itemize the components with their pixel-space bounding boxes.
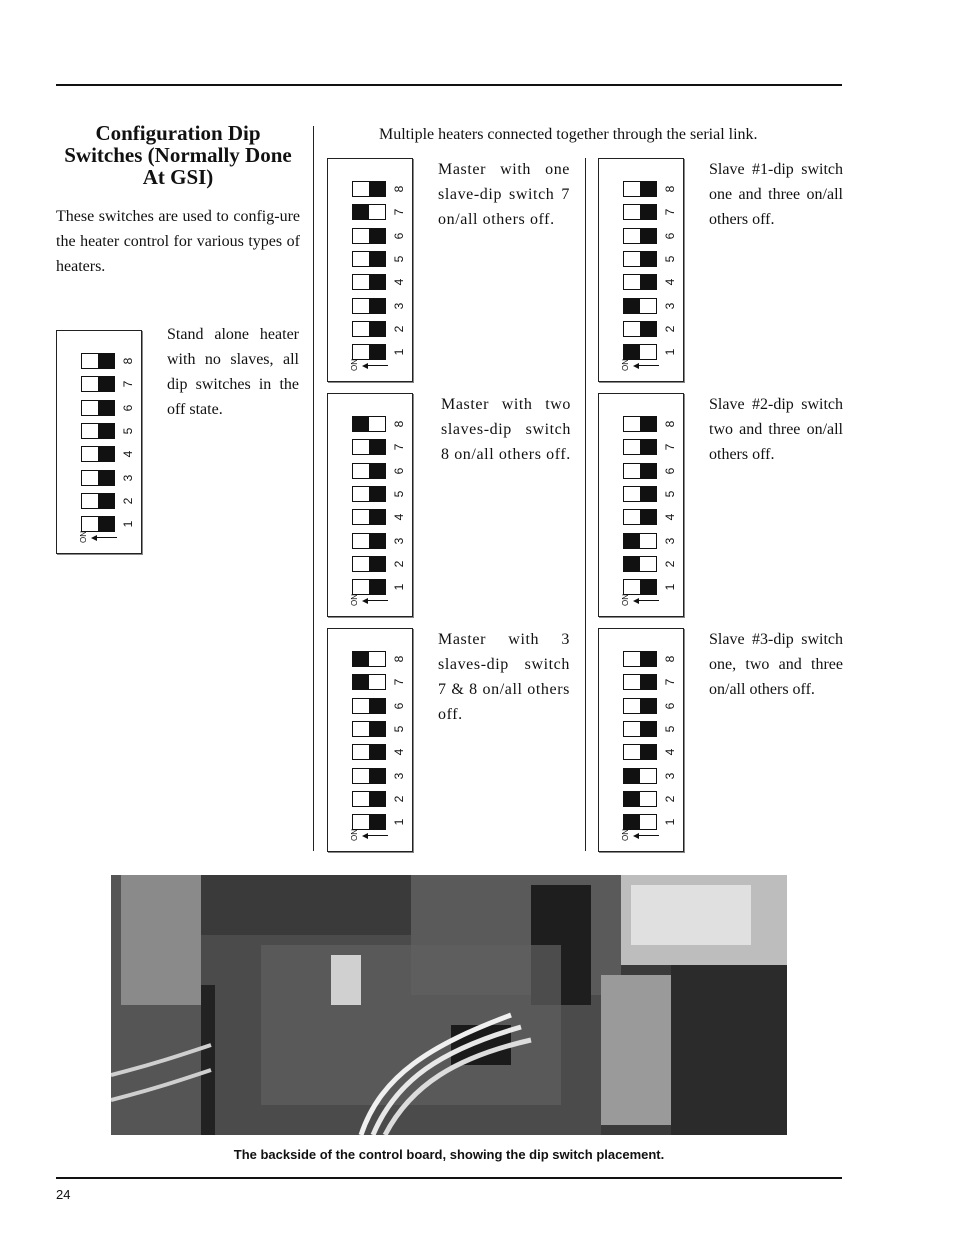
dip-switch-number: 6 bbox=[663, 467, 677, 474]
dip-switch-number: 2 bbox=[392, 795, 406, 803]
dip-switch-knob bbox=[640, 487, 656, 501]
dip-switch-number: 2 bbox=[121, 497, 135, 505]
dip-switch-5 bbox=[623, 721, 677, 737]
dip-switch-toggle bbox=[352, 486, 386, 502]
dip-switch-number: 3 bbox=[663, 302, 677, 309]
section-heading: Configuration Dip Switches (Normally Done At GSI) bbox=[64, 121, 292, 189]
dip-switch-knob bbox=[369, 510, 385, 524]
dip-switch-knob bbox=[369, 229, 385, 243]
dip-switch-knob bbox=[640, 652, 656, 666]
description-master-3: Master with 3 slaves-dip switch 7 & 8 on/all others off. bbox=[438, 631, 570, 723]
dip-switch-7 bbox=[352, 674, 406, 690]
dip-switch-7 bbox=[623, 439, 677, 455]
dip-switch-toggle bbox=[352, 416, 386, 432]
dip-switch-toggle bbox=[352, 181, 386, 197]
dip-switch-3 bbox=[623, 298, 677, 314]
dip-switch-toggle bbox=[623, 744, 657, 760]
dip-switch-knob bbox=[353, 652, 369, 666]
dip-switch-toggle bbox=[623, 533, 657, 549]
dip-switch-knob bbox=[353, 417, 369, 431]
on-arrow-line bbox=[637, 365, 659, 366]
dip-switch-toggle bbox=[81, 446, 115, 462]
dip-switch-8 bbox=[352, 181, 406, 197]
dip-switch-7 bbox=[81, 376, 135, 392]
dip-switch-toggle bbox=[623, 556, 657, 572]
dip-switch-number: 7 bbox=[121, 380, 135, 388]
dip-switch-7 bbox=[623, 204, 677, 220]
on-arrow-icon bbox=[362, 598, 368, 604]
on-label: ON bbox=[621, 359, 630, 371]
dip-switch-toggle bbox=[352, 651, 386, 667]
dip-switch-7 bbox=[352, 439, 406, 455]
dip-switch-4 bbox=[352, 274, 406, 290]
dip-switch-toggle bbox=[623, 509, 657, 525]
dip-switch-number: 8 bbox=[392, 185, 406, 193]
dip-switch-toggle bbox=[623, 251, 657, 267]
dip-switch-knob bbox=[369, 440, 385, 454]
dip-switch-3 bbox=[352, 298, 406, 314]
dip-switch-toggle bbox=[623, 439, 657, 455]
dip-switch-5 bbox=[81, 423, 135, 439]
dip-switch-number: 2 bbox=[392, 560, 406, 568]
dip-switch-toggle bbox=[352, 674, 386, 690]
dip-switch-toggle bbox=[81, 470, 115, 486]
dip-diagram-slave-1 bbox=[598, 158, 684, 382]
dip-switch-number: 6 bbox=[392, 232, 406, 239]
dip-switch-4 bbox=[623, 274, 677, 290]
dip-switch-8 bbox=[352, 416, 406, 432]
dip-switch-knob bbox=[98, 517, 114, 531]
dip-switch-knob bbox=[640, 440, 656, 454]
dip-switch-number: 4 bbox=[392, 748, 406, 756]
dip-switch-number: 4 bbox=[663, 513, 677, 521]
dip-switch-8 bbox=[352, 651, 406, 667]
dip-switch-8 bbox=[623, 416, 677, 432]
dip-switch-2 bbox=[352, 321, 406, 337]
dip-diagram-master-2 bbox=[327, 393, 413, 617]
dip-switch-2 bbox=[623, 556, 677, 572]
dip-switch-toggle bbox=[352, 556, 386, 572]
dip-switch-knob bbox=[369, 299, 385, 313]
control-board-photo bbox=[111, 875, 787, 1135]
dip-switch-toggle bbox=[623, 486, 657, 502]
dip-switch-number: 2 bbox=[663, 795, 677, 803]
dip-switch-number: 1 bbox=[392, 818, 406, 826]
dip-switch-toggle bbox=[623, 416, 657, 432]
dip-switch-knob bbox=[624, 815, 640, 829]
on-arrow-icon bbox=[633, 598, 639, 604]
dip-switch-4 bbox=[623, 744, 677, 760]
dip-switch-knob bbox=[369, 815, 385, 829]
dip-switch-toggle bbox=[623, 791, 657, 807]
dip-switch-number: 6 bbox=[392, 467, 406, 474]
dip-switch-number: 6 bbox=[663, 232, 677, 239]
dip-switch-number: 7 bbox=[663, 443, 677, 451]
dip-switch-knob bbox=[640, 722, 656, 736]
dip-switch-number: 2 bbox=[392, 325, 406, 333]
dip-switch-number: 5 bbox=[392, 255, 406, 263]
dip-switch-toggle bbox=[81, 376, 115, 392]
dip-diagram-master-1 bbox=[327, 158, 413, 382]
dip-diagram-master-3 bbox=[327, 628, 413, 852]
top-rule bbox=[56, 84, 842, 86]
dip-diagram-standalone bbox=[56, 330, 142, 554]
dip-switch-knob bbox=[353, 675, 369, 689]
dip-switch-3 bbox=[81, 470, 135, 486]
on-arrow-line bbox=[95, 537, 117, 538]
dip-switch-6 bbox=[623, 228, 677, 244]
dip-switch-number: 6 bbox=[663, 702, 677, 709]
dip-switch-knob bbox=[369, 345, 385, 359]
on-arrow-icon bbox=[633, 363, 639, 369]
dip-switch-8 bbox=[81, 353, 135, 369]
dip-switch-knob bbox=[624, 769, 640, 783]
dip-switch-knob bbox=[624, 534, 640, 548]
dip-switch-number: 7 bbox=[392, 443, 406, 451]
dip-switch-3 bbox=[352, 533, 406, 549]
dip-switch-toggle bbox=[352, 721, 386, 737]
on-arrow-line bbox=[637, 835, 659, 836]
dip-switch-2 bbox=[352, 556, 406, 572]
dip-switch-knob bbox=[640, 510, 656, 524]
dip-switch-toggle bbox=[81, 400, 115, 416]
dip-switch-number: 3 bbox=[392, 302, 406, 309]
dip-switch-6 bbox=[623, 698, 677, 714]
dip-switch-toggle bbox=[623, 274, 657, 290]
on-label: ON bbox=[621, 594, 630, 606]
photo-caption: The backside of the control board, showing the dip switch placement. bbox=[233, 1147, 665, 1162]
on-arrow-line bbox=[637, 600, 659, 601]
dip-switch-knob bbox=[369, 182, 385, 196]
dip-switch-number: 3 bbox=[392, 772, 406, 779]
dip-switch-number: 5 bbox=[663, 490, 677, 498]
dip-switch-knob bbox=[624, 299, 640, 313]
dip-switch-toggle bbox=[81, 493, 115, 509]
on-label: ON bbox=[350, 359, 359, 371]
dip-switch-knob bbox=[369, 792, 385, 806]
dip-switch-knob bbox=[640, 464, 656, 478]
dip-switch-2 bbox=[623, 791, 677, 807]
dip-switch-toggle bbox=[352, 533, 386, 549]
dip-switch-6 bbox=[352, 228, 406, 244]
dip-switch-4 bbox=[352, 509, 406, 525]
dip-switch-2 bbox=[623, 321, 677, 337]
dip-switch-number: 7 bbox=[663, 678, 677, 686]
dip-switch-knob bbox=[624, 557, 640, 571]
dip-diagram-slave-2 bbox=[598, 393, 684, 617]
dip-switch-number: 7 bbox=[663, 208, 677, 216]
dip-switch-4 bbox=[81, 446, 135, 462]
dip-switch-knob bbox=[624, 792, 640, 806]
dip-switch-4 bbox=[623, 509, 677, 525]
on-label: ON bbox=[621, 829, 630, 841]
dip-switch-number: 7 bbox=[392, 208, 406, 216]
dip-switch-6 bbox=[81, 400, 135, 416]
dip-switch-toggle bbox=[81, 423, 115, 439]
dip-switch-knob bbox=[369, 557, 385, 571]
dip-switch-toggle bbox=[352, 791, 386, 807]
dip-switch-toggle bbox=[623, 721, 657, 737]
dip-switch-toggle bbox=[623, 228, 657, 244]
dip-switch-number: 8 bbox=[121, 357, 135, 365]
dip-switch-number: 1 bbox=[121, 520, 135, 528]
dip-switch-knob bbox=[98, 354, 114, 368]
on-arrow-icon bbox=[362, 833, 368, 839]
dip-switch-knob bbox=[369, 487, 385, 501]
dip-switch-knob bbox=[640, 205, 656, 219]
dip-switch-toggle bbox=[352, 321, 386, 337]
dip-switch-toggle bbox=[352, 463, 386, 479]
dip-switch-number: 1 bbox=[663, 583, 677, 591]
dip-switch-number: 8 bbox=[663, 420, 677, 428]
dip-switch-knob bbox=[369, 322, 385, 336]
dip-switch-number: 2 bbox=[663, 325, 677, 333]
dip-switch-5 bbox=[623, 486, 677, 502]
dip-switch-number: 8 bbox=[663, 185, 677, 193]
dip-switch-3 bbox=[352, 768, 406, 784]
dip-switch-toggle bbox=[623, 298, 657, 314]
description-standalone: Stand alone heater with no slaves, all dip switches in the off state. bbox=[167, 326, 299, 418]
dip-switch-knob bbox=[640, 417, 656, 431]
dip-switch-number: 4 bbox=[663, 748, 677, 756]
dip-switch-toggle bbox=[352, 439, 386, 455]
dip-switch-3 bbox=[623, 533, 677, 549]
dip-switch-5 bbox=[352, 721, 406, 737]
dip-switch-number: 3 bbox=[392, 537, 406, 544]
dip-switch-number: 1 bbox=[392, 348, 406, 356]
description-slave-1: Slave #1-dip switch one and three on/all others off. bbox=[709, 161, 843, 228]
dip-switch-number: 3 bbox=[663, 537, 677, 544]
dip-switch-knob bbox=[369, 275, 385, 289]
on-arrow-icon bbox=[362, 363, 368, 369]
dip-switch-3 bbox=[623, 768, 677, 784]
on-arrow-line bbox=[366, 600, 388, 601]
on-arrow-icon bbox=[91, 535, 97, 541]
on-label: ON bbox=[350, 829, 359, 841]
dip-switch-2 bbox=[352, 791, 406, 807]
dip-switch-number: 7 bbox=[392, 678, 406, 686]
dip-switch-4 bbox=[352, 744, 406, 760]
dip-switch-knob bbox=[98, 424, 114, 438]
dip-switch-toggle bbox=[623, 463, 657, 479]
description-master-2: Master with two slaves-dip switch 8 on/all others off. bbox=[441, 396, 571, 463]
on-arrow-line bbox=[366, 835, 388, 836]
dip-switch-toggle bbox=[352, 228, 386, 244]
dip-switch-toggle bbox=[352, 251, 386, 267]
column-divider bbox=[313, 126, 314, 851]
on-label: ON bbox=[79, 531, 88, 543]
dip-switch-knob bbox=[369, 722, 385, 736]
dip-switch-number: 8 bbox=[663, 655, 677, 663]
dip-switch-toggle bbox=[623, 651, 657, 667]
dip-switch-knob bbox=[98, 377, 114, 391]
description-master-1: Master with one slave-dip switch 7 on/all others off. bbox=[438, 161, 570, 228]
dip-switch-knob bbox=[98, 494, 114, 508]
dip-switch-7 bbox=[352, 204, 406, 220]
dip-switch-number: 5 bbox=[121, 427, 135, 435]
dip-switch-5 bbox=[352, 251, 406, 267]
bottom-rule bbox=[56, 1177, 842, 1179]
dip-switch-number: 4 bbox=[663, 278, 677, 286]
dip-switch-knob bbox=[369, 580, 385, 594]
dip-switch-7 bbox=[623, 674, 677, 690]
dip-switch-toggle bbox=[352, 204, 386, 220]
dip-switch-toggle bbox=[352, 274, 386, 290]
dip-switch-number: 2 bbox=[663, 560, 677, 568]
dip-switch-knob bbox=[640, 675, 656, 689]
description-slave-3: Slave #3-dip switch one, two and three on/all others off. bbox=[709, 631, 843, 698]
dip-switch-toggle bbox=[623, 181, 657, 197]
dip-switch-knob bbox=[98, 471, 114, 485]
dip-switch-number: 3 bbox=[663, 772, 677, 779]
dip-switch-knob bbox=[98, 447, 114, 461]
serial-link-note: Multiple heaters connected together through the serial link. bbox=[379, 126, 758, 143]
description-slave-2: Slave #2-dip switch two and three on/all others off. bbox=[709, 396, 843, 463]
dip-switch-8 bbox=[623, 651, 677, 667]
dip-switch-knob bbox=[369, 464, 385, 478]
dip-switch-knob bbox=[624, 345, 640, 359]
dip-switch-number: 1 bbox=[663, 818, 677, 826]
dip-switch-number: 3 bbox=[121, 474, 135, 481]
dip-switch-knob bbox=[640, 229, 656, 243]
dip-switch-knob bbox=[640, 745, 656, 759]
dip-switch-6 bbox=[623, 463, 677, 479]
intro-paragraph: These switches are used to config-ure the heater control for various types of heaters. bbox=[56, 208, 300, 275]
column-divider-middle bbox=[585, 158, 586, 851]
dip-switch-number: 5 bbox=[392, 490, 406, 498]
dip-switch-number: 5 bbox=[392, 725, 406, 733]
dip-switch-toggle bbox=[352, 698, 386, 714]
dip-switch-6 bbox=[352, 463, 406, 479]
dip-switch-knob bbox=[353, 205, 369, 219]
dip-switch-2 bbox=[81, 493, 135, 509]
dip-switch-knob bbox=[369, 699, 385, 713]
dip-switch-number: 8 bbox=[392, 655, 406, 663]
dip-switch-knob bbox=[640, 322, 656, 336]
on-arrow-line bbox=[366, 365, 388, 366]
dip-switch-number: 5 bbox=[663, 725, 677, 733]
dip-switch-toggle bbox=[623, 321, 657, 337]
dip-switch-toggle bbox=[81, 353, 115, 369]
dip-switch-number: 6 bbox=[392, 702, 406, 709]
dip-switch-toggle bbox=[352, 744, 386, 760]
dip-switch-number: 4 bbox=[392, 513, 406, 521]
dip-switch-number: 5 bbox=[663, 255, 677, 263]
dip-switch-number: 4 bbox=[121, 450, 135, 458]
on-arrow-icon bbox=[633, 833, 639, 839]
dip-switch-knob bbox=[640, 275, 656, 289]
dip-switch-knob bbox=[98, 401, 114, 415]
dip-switch-toggle bbox=[623, 768, 657, 784]
dip-switch-6 bbox=[352, 698, 406, 714]
dip-switch-toggle bbox=[623, 204, 657, 220]
dip-switch-number: 6 bbox=[121, 404, 135, 411]
dip-switch-8 bbox=[623, 181, 677, 197]
dip-switch-toggle bbox=[352, 298, 386, 314]
dip-switch-knob bbox=[640, 699, 656, 713]
page-number: 24 bbox=[56, 1187, 71, 1202]
dip-switch-knob bbox=[369, 252, 385, 266]
dip-switch-knob bbox=[369, 769, 385, 783]
on-label: ON bbox=[350, 594, 359, 606]
dip-switch-5 bbox=[623, 251, 677, 267]
dip-switch-knob bbox=[640, 580, 656, 594]
dip-switch-knob bbox=[369, 534, 385, 548]
dip-switch-number: 4 bbox=[392, 278, 406, 286]
dip-switch-knob bbox=[640, 252, 656, 266]
dip-switch-toggle bbox=[623, 698, 657, 714]
dip-switch-toggle bbox=[352, 509, 386, 525]
dip-switch-number: 1 bbox=[392, 583, 406, 591]
dip-switch-knob bbox=[369, 745, 385, 759]
dip-switch-toggle bbox=[352, 768, 386, 784]
dip-switch-5 bbox=[352, 486, 406, 502]
dip-switch-number: 1 bbox=[663, 348, 677, 356]
dip-switch-number: 8 bbox=[392, 420, 406, 428]
dip-switch-knob bbox=[640, 182, 656, 196]
dip-switch-toggle bbox=[623, 674, 657, 690]
dip-diagram-slave-3 bbox=[598, 628, 684, 852]
